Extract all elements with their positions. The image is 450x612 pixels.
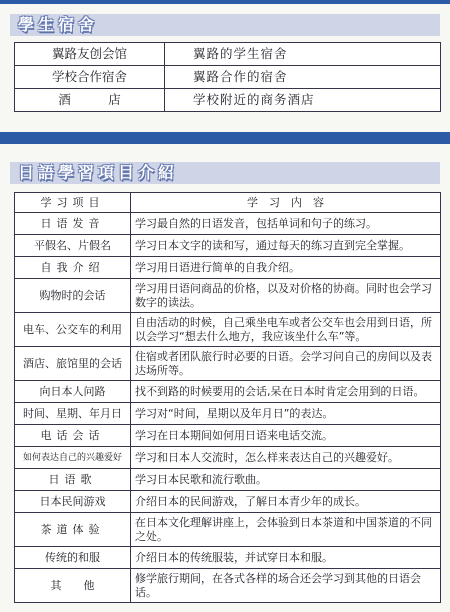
table-row	[15, 279, 441, 313]
dorm-desc-cell: 翼路的学生宿舍	[165, 43, 441, 66]
course-content-cell: 学习日本民歌和流行歌曲。	[131, 469, 441, 491]
dorm-name-cell: 酒 店	[15, 89, 165, 112]
header-content: 学 习 内 容	[131, 193, 441, 213]
course-item-cell: 时间、星期、年月日	[15, 403, 131, 425]
table-row	[15, 425, 441, 447]
course-item-cell: 日语歌	[15, 469, 131, 491]
header-item: 学习项目	[15, 193, 131, 213]
course-content-cell: 学习日本文字的读和写，通过每天的练习直到完全掌握。	[131, 235, 441, 257]
dorm-section-title: 學生宿舍	[10, 14, 440, 36]
course-content-cell: 学习和日本人交流时，怎么样来表达自己的兴趣爱好。	[131, 447, 441, 469]
course-item-cell: 电车、公交车的利用	[15, 313, 131, 347]
course-content-cell: 学习用日语进行简单的自我介绍。	[131, 257, 441, 279]
table-row	[15, 89, 441, 112]
table-row	[15, 547, 441, 569]
course-item-cell: 传统的和服	[15, 547, 131, 569]
course-content-cell: 在日本文化理解讲座上，会体验到日本茶道和中国茶道的不同之处。	[131, 513, 441, 547]
course-content-cell: 住宿或者团队旅行时必要的日语。会学习问自己的房间以及表达场所等。	[131, 347, 441, 381]
table-row	[15, 447, 441, 469]
course-item-cell: 购物时的会话	[15, 279, 131, 313]
table-header-row	[15, 193, 441, 213]
course-item-cell: 茶道体验	[15, 513, 131, 547]
course-content-cell: 找不到路的时候要用的会话,呆在日本时肯定会用到的日语。	[131, 381, 441, 403]
table-row	[15, 66, 441, 89]
table-row	[15, 313, 441, 347]
course-content-cell: 介绍日本的传统服装，并试穿日本和服。	[131, 547, 441, 569]
dorm-name-cell: 翼路友创会馆	[15, 43, 165, 66]
course-item-cell: 如何表达自己的兴趣爱好	[15, 447, 131, 469]
course-content-cell: 自由活动的时候，自己乘坐电车或者公交车也会用到日语，所以会学习“想去什么地方，我应该坐什么车”等。	[131, 313, 441, 347]
course-item-cell: 向日本人问路	[15, 381, 131, 403]
table-row	[15, 403, 441, 425]
table-row	[15, 213, 441, 235]
table-row	[15, 43, 441, 66]
table-row	[15, 569, 441, 603]
table-row	[15, 491, 441, 513]
course-content-cell: 学习对“时间，星期以及年月日”的表达。	[131, 403, 441, 425]
course-item-cell: 日语发音	[15, 213, 131, 235]
table-row	[15, 381, 441, 403]
dorm-table	[14, 42, 441, 112]
course-item-cell: 其 他	[15, 569, 131, 603]
table-row	[15, 347, 441, 381]
course-content-cell: 介绍日本的民间游戏，了解日本青少年的成长。	[131, 491, 441, 513]
course-content-cell: 学习在日本期间如何用日语来电话交流。	[131, 425, 441, 447]
table-row	[15, 235, 441, 257]
course-item-cell: 酒店、旅馆里的会话	[15, 347, 131, 381]
course-section-title: 日語學習項目介紹	[10, 162, 440, 184]
course-item-cell: 平假名、片假名	[15, 235, 131, 257]
section-divider-band	[0, 132, 450, 144]
table-row	[15, 513, 441, 547]
dorm-desc-cell: 翼路合作的宿舍	[165, 66, 441, 89]
dorm-name-cell: 学校合作宿舍	[15, 66, 165, 89]
top-blue-band	[0, 0, 450, 4]
course-item-cell: 自我介绍	[15, 257, 131, 279]
course-item-cell: 电话会话	[15, 425, 131, 447]
course-content-cell: 修学旅行期间，在各式各样的场合还会学习到其他的日语会话。	[131, 569, 441, 603]
course-content-cell: 学习最自然的日语发音，包括单词和句子的练习。	[131, 213, 441, 235]
dorm-desc-cell: 学校附近的商务酒店	[165, 89, 441, 112]
course-table	[14, 192, 441, 603]
course-item-cell: 日本民间游戏	[15, 491, 131, 513]
course-content-cell: 学习用日语问商品的价格，以及对价格的协商。同时也会学习数字的读法。	[131, 279, 441, 313]
table-row	[15, 257, 441, 279]
table-row	[15, 469, 441, 491]
